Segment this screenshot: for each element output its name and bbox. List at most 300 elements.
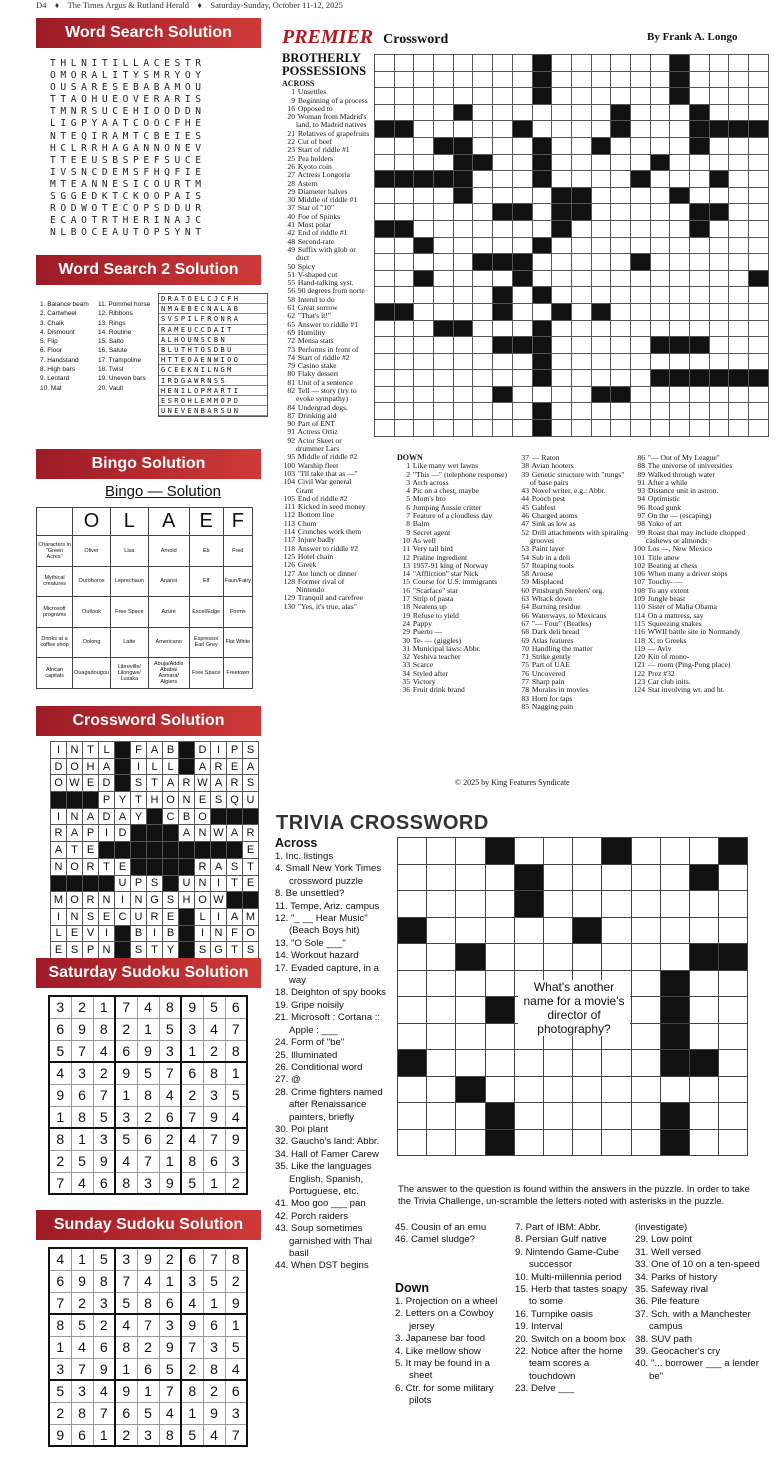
premier-cell	[473, 204, 493, 221]
cw-cell: N	[211, 925, 227, 942]
premier-cell	[375, 403, 395, 420]
trivia-clue: 21. Microsoft : Cortana :: Apple : ___	[275, 1012, 381, 1036]
trivia-clue: 7. Part of IBM: Abbr.	[515, 1222, 601, 1233]
premier-cell	[650, 171, 670, 188]
sudoku-cell: 7	[115, 996, 137, 1018]
trivia-cell	[631, 970, 660, 997]
premier-cell	[611, 154, 631, 171]
cw-cell: S	[211, 792, 227, 809]
ws-row: SVSPILFRONRA	[159, 314, 267, 324]
cw-cell: I	[211, 908, 227, 925]
sudoku-cell: 1	[115, 1084, 137, 1106]
premier-cell	[749, 403, 769, 420]
clue-number: 65	[287, 319, 295, 329]
premier-cell	[493, 137, 513, 154]
sudoku-cell: 1	[225, 1062, 247, 1084]
trivia-cell	[660, 891, 689, 918]
premier-cell	[434, 254, 454, 271]
premier-cell	[690, 420, 710, 437]
clue-text: Sister of Malia Obama	[646, 602, 717, 612]
cw-cell: A	[99, 758, 115, 775]
cw-cell: G	[211, 942, 227, 959]
clue-text: Greek	[296, 560, 317, 570]
sudoku-cell: 4	[49, 1062, 71, 1084]
clue-number: 44	[521, 494, 529, 504]
cw-cell: T	[243, 858, 259, 875]
ws2-word: 19. Uneven bars	[98, 375, 146, 383]
cw-cell: A	[51, 842, 67, 859]
premier-down-clues-1	[397, 454, 512, 695]
premier-cell	[552, 403, 572, 420]
sudoku-cell: 6	[203, 1314, 225, 1336]
sudoku-cell: 9	[49, 1424, 71, 1446]
cw-cell: L	[51, 925, 67, 942]
sudoku-cell: 6	[225, 1380, 247, 1402]
trivia-cell	[689, 891, 718, 918]
premier-cell	[690, 370, 710, 387]
clue-text: Answer to riddle #2	[296, 543, 359, 553]
sudoku-cell: 7	[137, 1314, 159, 1336]
trivia-cell	[427, 1050, 456, 1077]
premier-cell	[414, 320, 434, 337]
paper-name: The Times Argus & Rutland Herald	[67, 0, 190, 10]
clue-text: Casino stake	[296, 361, 337, 371]
premier-cell	[414, 403, 434, 420]
trivia-cell	[427, 1103, 456, 1130]
cw-cell: A	[211, 775, 227, 792]
cw-cell: P	[131, 875, 147, 892]
clue-text: End of riddle #2	[296, 493, 348, 503]
clue-number: 41	[287, 220, 295, 230]
sep-1: ♦	[54, 0, 60, 10]
clue-text: — room (Ping-Pong place)	[646, 660, 731, 670]
ws-row: BLUTHTOSDBU	[159, 345, 267, 355]
bingo-cell: Espresso/ Earl Grey	[189, 627, 223, 658]
premier-cell	[414, 237, 434, 254]
premier-cell	[493, 287, 513, 304]
trivia-cell	[485, 864, 514, 891]
premier-cell	[532, 337, 552, 354]
trivia-cell	[456, 1050, 485, 1077]
clue-text: Sink as low as	[530, 519, 576, 529]
trivia-down-clues-3	[635, 1222, 775, 1383]
premier-cell	[473, 403, 493, 420]
sudoku-cell: 3	[49, 996, 71, 1018]
clue-text: "I'll take that as —"	[296, 468, 358, 478]
trivia-cell	[427, 970, 456, 997]
premier-cell	[670, 71, 690, 88]
clue-number: 63	[521, 594, 529, 604]
premier-cell	[630, 237, 650, 254]
clue-number: 68	[521, 627, 529, 637]
clue-number: 58	[287, 294, 295, 304]
premier-cell	[414, 337, 434, 354]
sudoku-cell: 2	[93, 1314, 115, 1336]
clue-number: 25	[287, 153, 295, 163]
clue-number: 125	[283, 551, 295, 561]
sudoku-cell: 4	[203, 1424, 225, 1446]
premier-cell	[611, 254, 631, 271]
trivia-clue: 43. Soup sometimes garnished with Thai basil	[275, 1223, 373, 1259]
premier-cell	[375, 187, 395, 204]
clue-number: 115	[633, 618, 645, 628]
premier-cell	[729, 420, 749, 437]
cw-cell: N	[67, 742, 83, 759]
sudoku-cell: 9	[203, 1106, 225, 1128]
clue-text: Praline ingredient	[411, 552, 468, 562]
clue-number: 45	[521, 502, 529, 512]
premier-cell	[414, 370, 434, 387]
clue-number: 33	[402, 660, 410, 670]
premier-cell	[473, 254, 493, 271]
trivia-clue: 19. Interval	[515, 1321, 563, 1333]
sudoku-cell: 6	[115, 1040, 137, 1062]
saturday-sudoku-grid	[48, 995, 248, 1195]
sudoku-cell: 2	[49, 1150, 71, 1172]
premier-cell	[729, 187, 749, 204]
premier-across-clues	[282, 80, 370, 611]
premier-cell	[571, 104, 591, 121]
premier-cell	[611, 320, 631, 337]
premier-cell	[414, 137, 434, 154]
clue-text: Second-rate	[296, 236, 335, 246]
premier-cell	[375, 88, 395, 105]
sudoku-cell: 1	[49, 1336, 71, 1358]
bingo-cell: Americano	[148, 627, 189, 658]
premier-cell	[709, 237, 729, 254]
premier-cell	[552, 204, 572, 221]
premier-cell	[453, 337, 473, 354]
cw-cell: S	[163, 892, 179, 909]
clue-number: 23	[287, 145, 295, 155]
premier-cell	[611, 187, 631, 204]
premier-cell	[670, 386, 690, 403]
ws-row: NTEQIRAMTCBEIES	[50, 130, 206, 142]
clue-text: Drinking aid	[296, 410, 337, 420]
bingo-cell: Lisa	[110, 536, 148, 567]
bingo-cell: Ouagadougou	[73, 658, 111, 689]
premier-cell	[709, 303, 729, 320]
crossword-solution-grid	[50, 741, 259, 959]
clue-text: Genetic structure with "rungs" of base pairs	[530, 469, 625, 487]
clue-number: 29	[402, 627, 410, 637]
cw-cell	[83, 875, 99, 892]
premier-copyright: © 2025 by King Features Syndicate	[455, 778, 570, 787]
clue-number: 84	[287, 402, 295, 412]
sudoku-cell: 7	[181, 1336, 203, 1358]
premier-cell	[493, 55, 513, 72]
sudoku-cell: 4	[225, 1358, 247, 1380]
premier-cell	[473, 104, 493, 121]
trivia-cell	[456, 1129, 485, 1156]
cw-cell: I	[211, 742, 227, 759]
premier-cell	[650, 270, 670, 287]
trivia-cell	[660, 970, 689, 997]
cw-cell: L	[99, 742, 115, 759]
sudoku-cell: 4	[159, 1402, 181, 1424]
clue-number: 110	[633, 602, 645, 612]
clue-text: To any extent	[646, 585, 689, 595]
trivia-cell	[543, 1103, 572, 1130]
premier-cell	[709, 55, 729, 72]
premier-cell	[375, 420, 395, 437]
premier-cell	[453, 204, 473, 221]
premier-cell	[630, 154, 650, 171]
bingo-cell: Ouroboros	[73, 566, 111, 597]
clue-text: "Yes, it's true, alas"	[296, 601, 357, 611]
page-number: D4	[36, 0, 47, 10]
trivia-down-clues	[395, 1280, 510, 1408]
clue-text: Handling the matter	[530, 643, 593, 653]
premier-cell	[512, 104, 532, 121]
premier-cell	[552, 303, 572, 320]
clue-text: "Scarface" star	[411, 585, 459, 595]
premier-cell	[630, 204, 650, 221]
clue-text: Uncovered	[530, 668, 566, 678]
sudoku-cell: 4	[93, 1040, 115, 1062]
sudoku-cell: 3	[49, 1358, 71, 1380]
cw-cell: S	[83, 908, 99, 925]
sudoku-cell: 7	[181, 1106, 203, 1128]
clue-text: The universe of universities	[646, 461, 733, 471]
clue-number: 16	[287, 103, 295, 113]
trivia-clue: 41. Moo goo ___ pan	[275, 1198, 366, 1210]
bingo-cell: Libreville/ Lilongwe/ Lusaka	[110, 658, 148, 689]
cw-cell: S	[131, 942, 147, 959]
cw-cell: V	[83, 925, 99, 942]
cw-cell: O	[67, 858, 83, 875]
premier-cell	[749, 353, 769, 370]
clue-text: Suffix with glob or duct	[296, 244, 356, 263]
premier-cell	[709, 121, 729, 138]
clue-text: Balm	[411, 519, 430, 529]
premier-cell	[532, 154, 552, 171]
premier-cell	[512, 187, 532, 204]
premier-cell	[630, 254, 650, 271]
cw-cell: A	[227, 908, 243, 925]
clue-number: 19	[402, 610, 410, 620]
premier-cell	[532, 187, 552, 204]
premier-cell	[434, 154, 454, 171]
trivia-cell	[719, 970, 748, 997]
trivia-note: The answer to the question is found within the answers in the puzzle. In order to take the Trivia Challenge, un-scramble the letters noted with asterisks in the puzzle.	[398, 1183, 750, 1206]
clue-number: 59	[521, 577, 529, 587]
trivia-clue: 42. Porch raiders	[275, 1210, 349, 1222]
clue-number: 122	[633, 668, 645, 678]
premier-cell	[493, 320, 513, 337]
clue-text: Atlas features	[530, 635, 574, 645]
trivia-clue: 35. Like the languages English, Spanish, Portuguese, etc.	[275, 1161, 372, 1197]
trivia-clue: 38. SUV path	[635, 1333, 693, 1345]
premier-cell	[709, 220, 729, 237]
premier-cell	[453, 403, 473, 420]
premier-cell	[571, 353, 591, 370]
clue-text: Kin of mono-	[646, 652, 690, 662]
premier-cell	[394, 104, 414, 121]
premier-cell	[473, 121, 493, 138]
premier-cell	[670, 420, 690, 437]
sudoku-cell: 7	[203, 1248, 225, 1270]
premier-cell	[690, 187, 710, 204]
clue-text: Nagging pain	[530, 701, 574, 711]
premier-cell	[532, 303, 552, 320]
premier-cell	[571, 71, 591, 88]
premier-cell	[650, 420, 670, 437]
premier-cell	[670, 154, 690, 171]
premier-cell	[453, 55, 473, 72]
clue-number: 34	[402, 668, 410, 678]
cw-cell: A	[211, 858, 227, 875]
ws-row: OMORALITYSMRYOY	[50, 70, 206, 82]
premier-cell	[571, 154, 591, 171]
clue-text: Scarce	[411, 660, 434, 670]
premier-cell	[493, 337, 513, 354]
clue-text: Kyoto coin	[296, 161, 332, 171]
clue-text: Jumping Aussie critter	[411, 502, 482, 512]
sudoku-cell: 2	[181, 1358, 203, 1380]
premier-cell	[394, 287, 414, 304]
premier-cell	[532, 353, 552, 370]
cw-cell: T	[67, 842, 83, 859]
sudoku-cell: 1	[159, 1150, 181, 1172]
premier-cell	[690, 237, 710, 254]
premier-cell	[690, 137, 710, 154]
clue-number: 99	[637, 527, 645, 537]
clue-text: Woman from Madrid's land, to Madrid natives	[296, 112, 367, 130]
premier-cell	[749, 55, 769, 72]
premier-cell	[630, 71, 650, 88]
premier-cell	[493, 237, 513, 254]
clue-text: Spicy	[296, 261, 316, 271]
sudoku-cell: 1	[203, 1172, 225, 1194]
cw-cell: R	[211, 758, 227, 775]
clue-text: Diameter halves	[296, 186, 348, 196]
premier-cell	[512, 370, 532, 387]
cw-cell: T	[131, 792, 147, 809]
sudoku-cell: 3	[225, 1150, 247, 1172]
trivia-clue: 16. Turnpike oasis	[515, 1308, 593, 1320]
premier-cell	[591, 171, 611, 188]
premier-cell	[650, 386, 670, 403]
clue-text: Gabfest	[530, 502, 556, 512]
clue-number: 52	[521, 527, 529, 537]
sudoku-cell: 3	[71, 1062, 93, 1084]
trivia-cell	[456, 1103, 485, 1130]
premier-cell	[375, 204, 395, 221]
trivia-cell	[427, 997, 456, 1024]
bingo-cell: Elf	[189, 566, 223, 597]
bingo-cell: Anansi	[148, 566, 189, 597]
premier-cell	[670, 137, 690, 154]
premier-cell	[453, 320, 473, 337]
trivia-cell	[485, 1023, 514, 1050]
clue-number: 87	[287, 410, 295, 420]
premier-cell	[749, 320, 769, 337]
premier-cell	[749, 187, 769, 204]
premier-cell	[394, 254, 414, 271]
trivia-cell	[719, 838, 748, 865]
sudoku-cell: 3	[203, 1084, 225, 1106]
sudoku-cell: 7	[93, 1084, 115, 1106]
premier-cell	[611, 270, 631, 287]
trivia-clue: (investigate)	[635, 1222, 688, 1233]
premier-cell	[709, 171, 729, 188]
clue-number: 26	[287, 161, 295, 171]
cw-cell: N	[99, 942, 115, 959]
sudoku-cell: 7	[71, 1040, 93, 1062]
trivia-cell	[456, 864, 485, 891]
ws1-grid	[50, 58, 206, 239]
sudoku-cell: 2	[49, 1402, 71, 1424]
premier-cell	[493, 121, 513, 138]
clue-text: Yoko of art	[646, 519, 682, 529]
premier-cell	[650, 71, 670, 88]
trivia-across-clues	[275, 835, 390, 1273]
clue-text: Feature of a cloudless day	[411, 511, 493, 521]
ws2-word: 15. Salto	[98, 338, 124, 346]
clue-number: 30	[287, 195, 295, 205]
sudoku-cell: 7	[71, 1358, 93, 1380]
premier-cell	[434, 137, 454, 154]
premier-cell	[749, 220, 769, 237]
sudoku-cell: 8	[137, 1084, 159, 1106]
clue-text: Humility	[296, 327, 326, 337]
premier-cell	[670, 104, 690, 121]
premier-cell	[749, 254, 769, 271]
trivia-cell	[398, 970, 427, 997]
clue-text: Stat involving wt. and ht.	[646, 685, 725, 695]
premier-cell	[670, 337, 690, 354]
cw-cell: O	[195, 892, 211, 909]
premier-cell	[532, 137, 552, 154]
cw-cell: P	[83, 942, 99, 959]
cw-cell: O	[67, 892, 83, 909]
clue-text: Relatives of grapefruits	[296, 128, 370, 138]
bingo-letter: L	[110, 508, 148, 536]
sudoku-cell: 7	[49, 1292, 71, 1314]
premier-cell	[532, 420, 552, 437]
clue-text: Pic on a chest, maybe	[411, 486, 479, 496]
premier-cell	[375, 320, 395, 337]
clue-number: 50	[287, 261, 295, 271]
premier-cell	[552, 137, 572, 154]
cw-cell: T	[147, 775, 163, 792]
premier-cell	[453, 104, 473, 121]
premier-cell	[552, 104, 572, 121]
premier-cell	[493, 204, 513, 221]
premier-cell	[414, 204, 434, 221]
premier-cell	[453, 121, 473, 138]
premier-cell	[729, 237, 749, 254]
premier-cell	[749, 137, 769, 154]
trivia-cell	[398, 891, 427, 918]
trivia-cell	[719, 1129, 748, 1156]
premier-down-clues-2	[516, 454, 631, 711]
sudoku-cell: 3	[159, 1314, 181, 1336]
clue-text: After a while	[646, 477, 688, 487]
premier-cell	[591, 320, 611, 337]
clue-number: 48	[287, 236, 295, 246]
cw-cell	[227, 808, 243, 825]
clue-number: 120	[633, 652, 645, 662]
cw-cell: N	[179, 792, 195, 809]
cw-cell: U	[243, 792, 259, 809]
premier-cell	[729, 370, 749, 387]
cw-cell: L	[163, 758, 179, 775]
clue-number: 100	[283, 460, 295, 470]
cw-cell: B	[131, 925, 147, 942]
premier-cell	[650, 303, 670, 320]
